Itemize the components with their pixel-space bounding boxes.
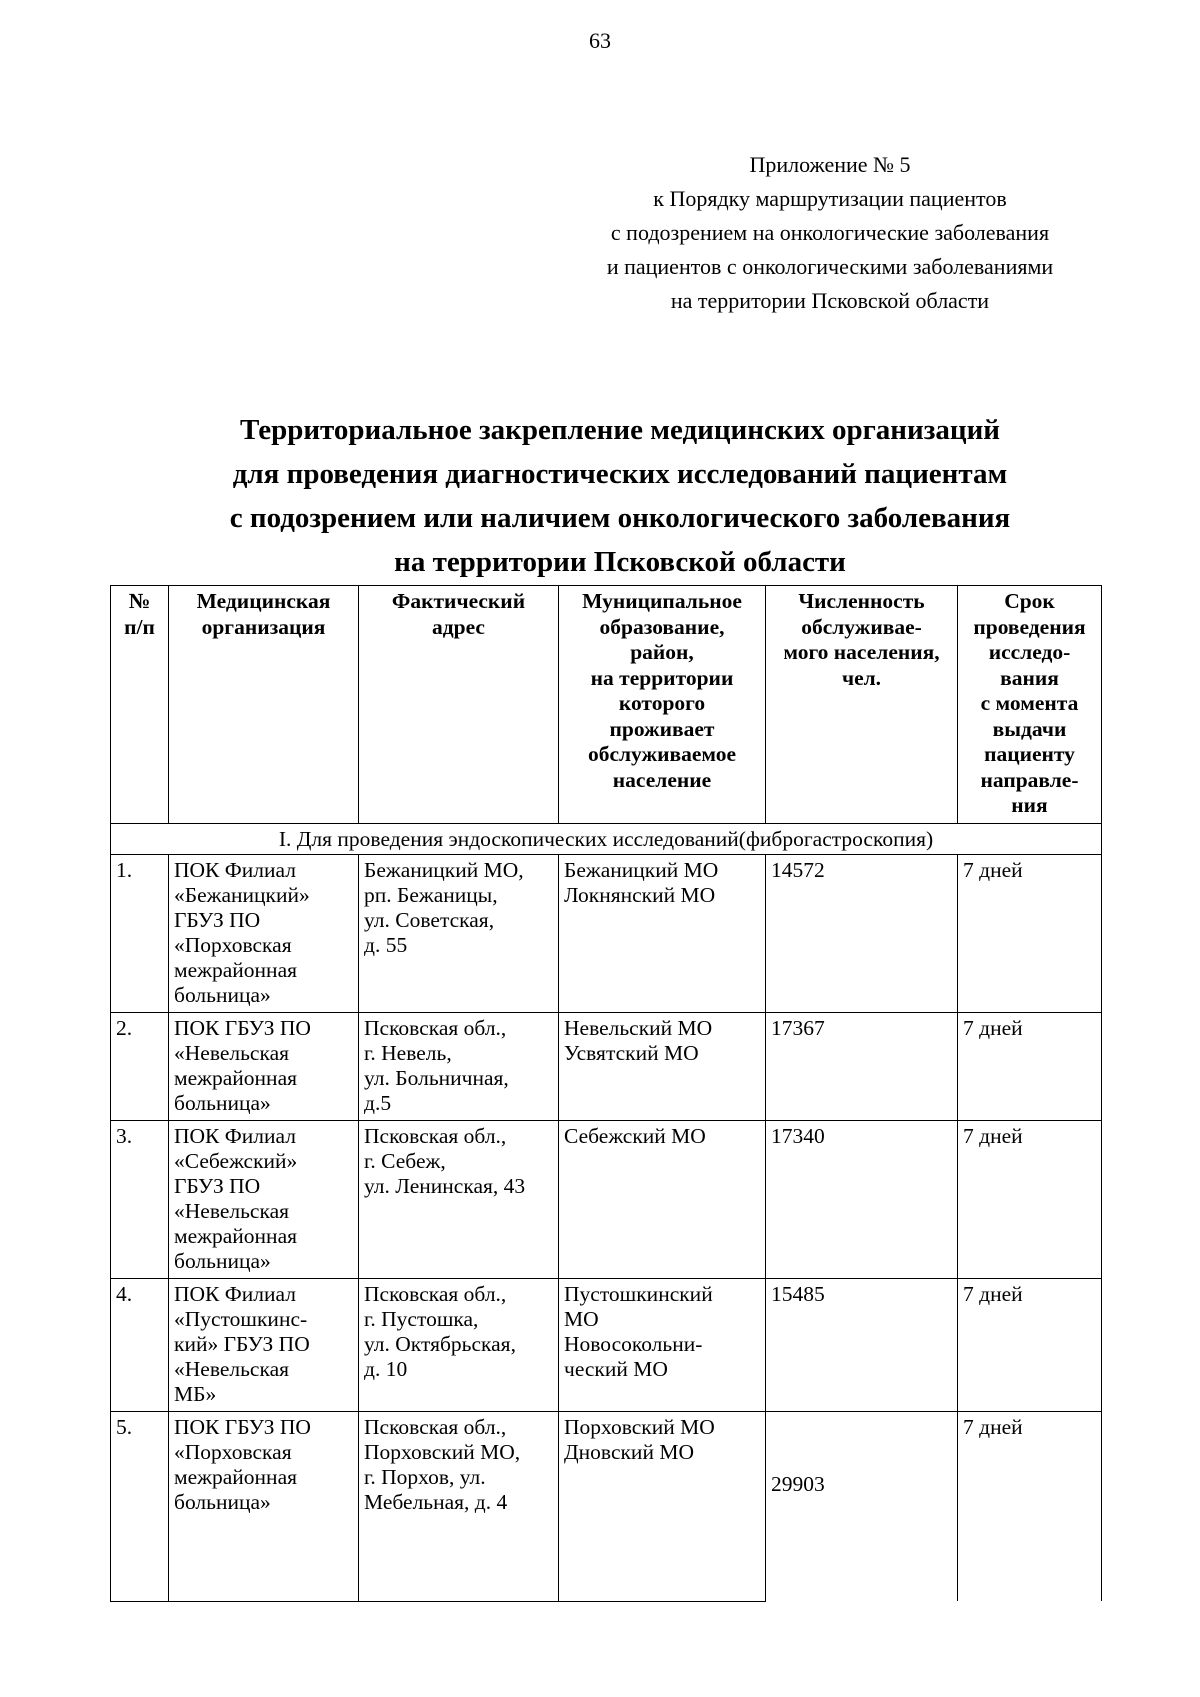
cell-text: г. Пустошка, xyxy=(364,1307,479,1331)
header-address xyxy=(359,586,559,824)
cell-text: «Порховская xyxy=(174,933,292,957)
cell-address xyxy=(359,1412,559,1602)
appendix-reference xyxy=(560,148,1100,318)
cell-organization xyxy=(169,1013,359,1121)
cell-text: Дновский МО xyxy=(564,1440,694,1464)
cell-text: Псковская обл., xyxy=(364,1415,507,1439)
table-row xyxy=(111,1412,1102,1602)
cell-text: «Невельская xyxy=(174,1041,290,1065)
cell-text: «Бежаницкий» xyxy=(174,883,310,907)
cell-number: 5. xyxy=(111,1412,169,1602)
section-text: I. Для проведения эндоскопических исследований(фиброгастроскопия) xyxy=(278,827,934,851)
cell-text: г. Себеж, xyxy=(364,1149,446,1173)
cell-text: Псковская обл., xyxy=(364,1282,507,1306)
cell-municipality xyxy=(559,1121,766,1279)
table-row xyxy=(111,1013,1102,1121)
cell-text: г. Невель, xyxy=(364,1041,452,1065)
cell-text: ПОК ГБУЗ ПО xyxy=(174,1016,311,1040)
cell-text: д. 55 xyxy=(364,933,408,957)
cell-text: «Невельская xyxy=(174,1357,290,1381)
cell-text: межрайонная xyxy=(174,1224,297,1248)
cell-text: Усвятский МО xyxy=(564,1041,699,1065)
section-title xyxy=(111,824,1102,855)
cell-municipality xyxy=(559,1013,766,1121)
cell-text: Локнянский МО xyxy=(564,883,716,907)
document-title xyxy=(0,408,1200,584)
cell-municipality xyxy=(559,1412,766,1602)
header-text: вания xyxy=(1000,665,1059,690)
header-text: население xyxy=(612,767,712,792)
cell-text: ГБУЗ ПО xyxy=(174,908,261,932)
cell-term: 7 дней xyxy=(958,1279,1102,1412)
cell-organization xyxy=(169,855,359,1013)
table-row xyxy=(111,1279,1102,1412)
cell-text: больница» xyxy=(174,983,271,1007)
header-text: Срок xyxy=(1004,589,1055,613)
cell-text: МО xyxy=(564,1307,599,1331)
cell-population: 15485 xyxy=(766,1279,958,1412)
cell-term: 7 дней xyxy=(958,1013,1102,1121)
title-line: на территории Псковской области xyxy=(394,546,846,578)
cell-text: Пустошкинский xyxy=(564,1282,713,1306)
header-text: Численность xyxy=(798,589,925,613)
header-term xyxy=(958,586,1102,824)
header-population xyxy=(766,586,958,824)
cell-text: ПОК Филиал xyxy=(174,1282,296,1306)
cell-text: ПОК ГБУЗ ПО xyxy=(174,1415,311,1439)
header-text: обслуживае- xyxy=(801,614,922,639)
cell-text: Мебельная, д. 4 xyxy=(364,1490,508,1514)
cell-address xyxy=(359,1121,559,1279)
cell-text: «Себежский» xyxy=(174,1149,298,1173)
cell-text: МБ» xyxy=(174,1382,217,1406)
header-text: с момента xyxy=(980,691,1079,715)
appendix-line: Приложение № 5 xyxy=(749,152,911,177)
header-text: мого населения, xyxy=(783,640,940,664)
cell-text: «Пустошкинс- xyxy=(174,1307,308,1331)
header-text: на территории xyxy=(590,665,734,690)
header-text: организация xyxy=(201,614,326,639)
cell-municipality xyxy=(559,1279,766,1412)
cell-term: 7 дней xyxy=(958,855,1102,1013)
header-municipality xyxy=(559,586,766,824)
header-text: образование, xyxy=(599,614,725,639)
cell-number: 4. xyxy=(111,1279,169,1412)
cell-text: Псковская обл., xyxy=(364,1124,507,1148)
cell-population: 14572 xyxy=(766,855,958,1013)
title-line: для проведения диагностических исследований пациентам xyxy=(232,458,1008,490)
cell-organization xyxy=(169,1412,359,1602)
cell-text: больница» xyxy=(174,1490,271,1514)
cell-text: межрайонная xyxy=(174,958,297,982)
header-text: выдачи xyxy=(992,716,1067,741)
cell-population: 17340 xyxy=(766,1121,958,1279)
cell-text: Порховский МО, xyxy=(364,1440,521,1464)
table-section-row xyxy=(111,824,1102,855)
appendix-line: и пациентов с онкологическими заболеваниями xyxy=(606,254,1054,279)
cell-text: Невельский МО xyxy=(564,1016,713,1040)
header-text: адрес xyxy=(432,614,485,639)
header-text: № xyxy=(128,589,151,613)
table-row xyxy=(111,855,1102,1013)
cell-text: ул. Больничная, xyxy=(364,1066,509,1090)
cell-text: кий» ГБУЗ ПО xyxy=(174,1332,310,1356)
cell-text: межрайонная xyxy=(174,1066,297,1090)
header-text: Медицинская xyxy=(196,589,331,613)
cell-text: ческий МО xyxy=(564,1357,668,1381)
cell-text: Себежский МО xyxy=(564,1124,706,1148)
cell-text: Бежаницкий МО, xyxy=(364,858,524,882)
cell-text: ГБУЗ ПО xyxy=(174,1174,261,1198)
cell-address xyxy=(359,855,559,1013)
cell-number: 3. xyxy=(111,1121,169,1279)
header-text: чел. xyxy=(841,665,882,690)
assignment-table-wrapper xyxy=(110,585,1102,1602)
cell-text: «Невельская xyxy=(174,1199,290,1223)
cell-text: Новосокольни- xyxy=(564,1332,703,1356)
header-text: исследо- xyxy=(988,640,1071,664)
cell-text: больница» xyxy=(174,1091,271,1115)
header-text: Фактический xyxy=(391,589,526,613)
header-text: обслуживаемое xyxy=(587,742,737,766)
cell-text: д.5 xyxy=(364,1091,392,1115)
cell-organization xyxy=(169,1279,359,1412)
header-text: Муниципальное xyxy=(582,589,742,613)
cell-text: ул. Советская, xyxy=(364,908,495,932)
header-text: направле- xyxy=(980,767,1079,792)
cell-address xyxy=(359,1279,559,1412)
cell-address xyxy=(359,1013,559,1121)
cell-text: ул. Ленинская, 43 xyxy=(364,1174,526,1198)
cell-number: 2. xyxy=(111,1013,169,1121)
header-text: проживает xyxy=(609,716,715,741)
cell-text: д. 10 xyxy=(364,1357,408,1381)
cell-text: Бежаницкий МО xyxy=(564,858,719,882)
appendix-line: на территории Псковской области xyxy=(670,288,990,313)
cell-text: г. Порхов, ул. xyxy=(364,1465,486,1489)
cell-text: межрайонная xyxy=(174,1465,297,1489)
header-text: район, xyxy=(630,640,694,664)
title-line: Территориальное закрепление медицинских организаций xyxy=(239,414,1000,446)
page-number: 63 xyxy=(589,28,611,53)
cell-term: 7 дней xyxy=(958,1121,1102,1279)
cell-text: ПОК Филиал xyxy=(174,1124,296,1148)
header-text: проведения xyxy=(973,614,1086,639)
cell-term: 7 дней xyxy=(958,1412,1102,1602)
cell-text: рп. Бежаницы, xyxy=(364,883,498,907)
cell-text: ул. Октябрьская, xyxy=(364,1332,516,1356)
table-header-row xyxy=(111,586,1102,824)
appendix-line: с подозрением на онкологические заболевания xyxy=(610,220,1050,245)
cell-text: «Порховская xyxy=(174,1440,292,1464)
table-row xyxy=(111,1121,1102,1279)
title-line: с подозрением или наличием онкологического заболевания xyxy=(229,502,1011,534)
header-text: пациенту xyxy=(984,742,1075,766)
cell-text: Псковская обл., xyxy=(364,1016,507,1040)
header-number xyxy=(111,586,169,824)
cell-organization xyxy=(169,1121,359,1279)
cell-municipality xyxy=(559,855,766,1013)
header-organization xyxy=(169,586,359,824)
header-text: которого xyxy=(618,691,706,715)
appendix-line: к Порядку маршрутизации пациентов xyxy=(653,186,1007,211)
cell-text: больница» xyxy=(174,1249,271,1273)
cell-text: ПОК Филиал xyxy=(174,858,296,882)
cell-text: Порховский МО xyxy=(564,1415,715,1439)
cell-population: 17367 xyxy=(766,1013,958,1121)
cell-population: 29903 xyxy=(766,1412,958,1602)
header-text: п/п xyxy=(124,614,155,639)
header-text: ния xyxy=(1011,793,1048,817)
cell-number: 1. xyxy=(111,855,169,1013)
assignment-table xyxy=(110,585,1102,1602)
